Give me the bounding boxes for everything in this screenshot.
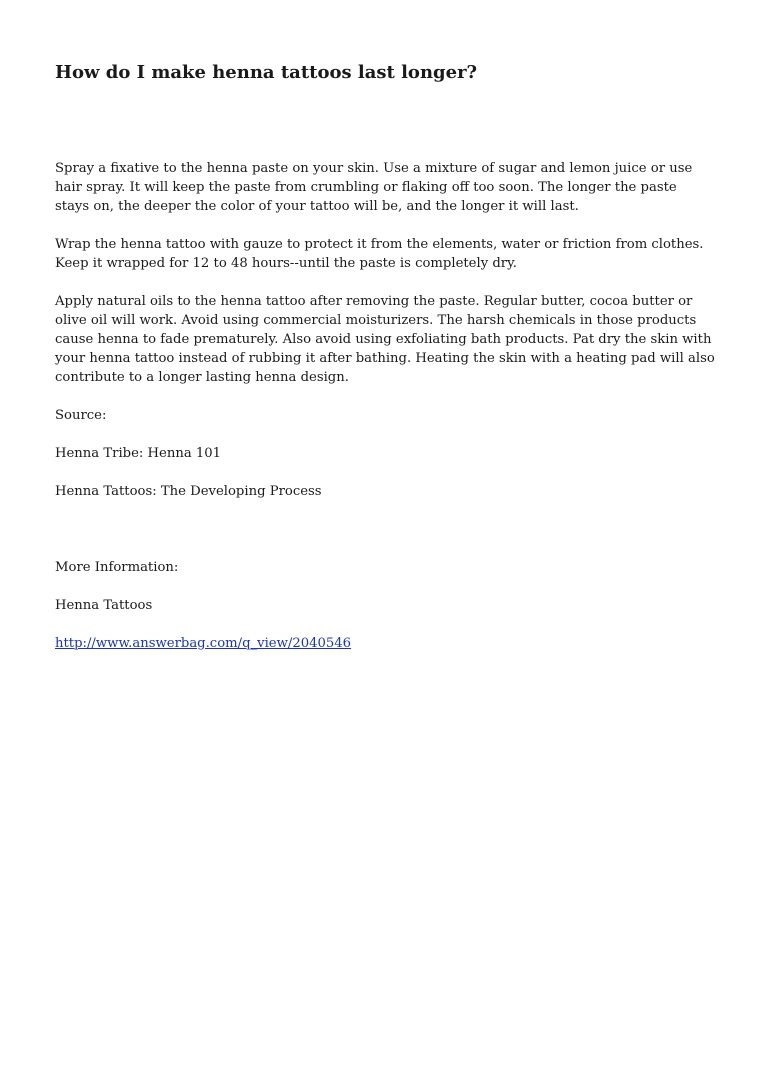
reference-link[interactable]: http://www.answerbag.com/q_view/2040546 — [55, 636, 352, 651]
more-info-label: More Information: — [55, 560, 179, 575]
reference-link-line — [55, 634, 715, 653]
paragraph-gauze: Wrap the henna tattoo with gauze to protect it from the elements, water or friction from clothes. Keep it wrapped for 12 to 48 hours--until the paste is completely dry. — [55, 237, 704, 271]
document-body — [55, 159, 715, 672]
paragraph-fixative: Spray a fixative to the henna paste on your skin. Use a mixture of sugar and lemon juice or use hair spray. It will keep the paste from crumbling or flaking off too soon. The longer the paste stays on, the deeper the color of your tattoo will be, and the longer it will last. — [55, 161, 693, 214]
source-item: Henna Tattoos: The Developing Process — [55, 484, 322, 499]
section-spacer — [55, 520, 715, 558]
paragraph-oils: Apply natural oils to the henna tattoo after removing the paste. Regular butter, cocoa butter or olive oil will work. Avoid using commercial moisturizers. The harsh chemicals in those products cause henna to fade prematurely. Also avoid using exfoliating bath products. Pat dry the skin with your henna tattoo instead of rubbing it after bathing. Heating the skin with a heating pad will also contribute to a longer lasting henna design. — [55, 294, 715, 385]
source-item: Henna Tribe: Henna 101 — [55, 446, 222, 461]
page-title: How do I make henna tattoos last longer? — [55, 62, 478, 83]
more-info-item: Henna Tattoos — [55, 598, 153, 613]
source-label: Source: — [55, 408, 107, 423]
